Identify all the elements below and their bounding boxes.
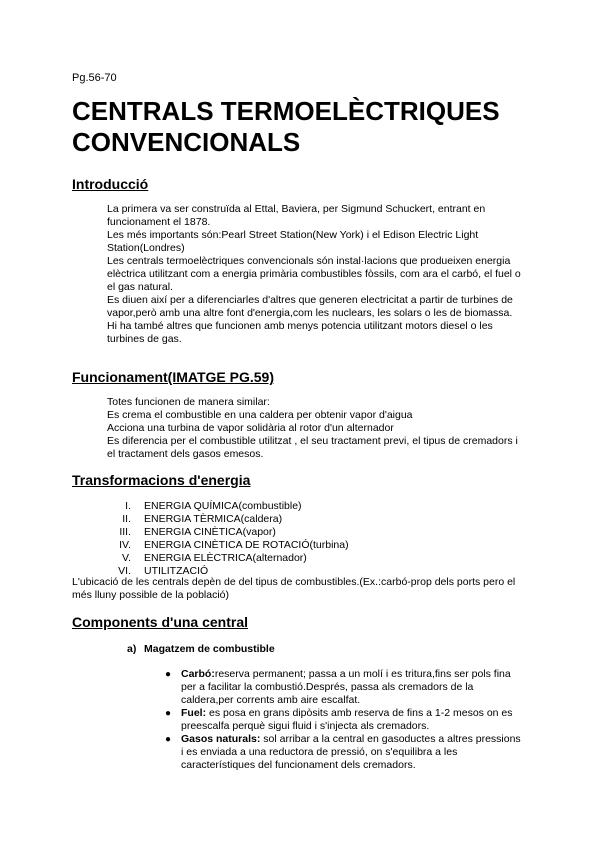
intro-paragraph: Les centrals termoelèctriques convencionals són instal·lacions que produeixen energia elèctrica utilitzant com a energia primària combustibles fòssils, com ara el carbó, el fuel o el gas natural.: [107, 255, 521, 293]
intro-paragraphs: [107, 203, 527, 346]
intro-paragraph: Les més importants són:Pearl Street Station(New York) i el Edison Electric Light Station(Londres): [107, 229, 479, 254]
section-heading-transformacions: Transformacions d'energia: [72, 472, 251, 488]
bullet-icon: ●: [165, 734, 172, 745]
list-item: ● Gasos naturals: sol arribar a la central en gasoductes a altres pressions i es enviada a una reductora de pressió, on s'equilibra a les característiques del funcionament dels cremadors.: [165, 733, 521, 771]
intro-paragraph: Es diuen així per a diferenciarles d'altres que generen electricitat a partir de turbines de vapor,però amb una altre font d'energia,com les nuclears, les solars o les de biomassa.: [107, 294, 513, 319]
list-item: I. ENERGIA QUÍMICA(combustible): [125, 500, 302, 512]
section-heading-introduccio: Introducció: [72, 176, 149, 192]
list-item: V. ENERGIA ELÈCTRICA(alternador): [122, 552, 307, 564]
subsection-heading: a) Magatzem de combustible: [127, 643, 275, 655]
list-item: III. ENERGIA CINÈTICA(vapor): [119, 526, 276, 538]
section-heading-funcionament: Funcionament(IMATGE PG.59): [72, 369, 274, 385]
list-item: ● Carbó:reserva permanent; passa a un molí i es tritura,fins ser pols fina per a facilitar la combustió.Després, passa als cremadors de la caldera,per corrents amb aire escalfat.: [165, 668, 511, 706]
fuel-storage-list: [165, 668, 525, 772]
funcionament-paragraphs: [107, 396, 527, 461]
funcionament-paragraph: Es crema el combustible en una caldera per obtenir vapor d'aigua: [107, 409, 413, 421]
list-item: IV. ENERGIA CINÈTICA DE ROTACIÓ(turbina): [119, 539, 349, 551]
location-note: L'ubicació de les centrals depèn de del tipus de combustibles.(Ex.:carbó-prop dels ports pero el més lluny possible de la població): [72, 576, 516, 601]
intro-paragraph: Hi ha també altres que funcionen amb menys potencia utilitzant motors diesel o les turbines de gas.: [107, 320, 493, 345]
document-title: CENTRALS TERMOELÈCTRIQUES CONVENCIONALS: [72, 96, 500, 157]
list-item: II. ENERGIA TÈRMICA(caldera): [122, 513, 283, 525]
list-item: VI. UTILITZACIÓ: [118, 565, 209, 577]
section-heading-components: Components d'una central: [72, 614, 249, 630]
intro-paragraph: La primera va ser construïda al Ettal, Baviera, per Sigmund Schuckert, entrant en funcionament el 1878.: [107, 203, 486, 228]
bullet-icon: ●: [165, 669, 172, 680]
list-item: ● Fuel: es posa en grans dipòsits amb reserva de fins a 1-2 mesos on es preescalfa perquè sigui fluid i s'injecta als cremadors.: [165, 707, 513, 732]
funcionament-paragraph: Es diferencia per el combustible utilitzat , el seu tractament previ, el tipus de cremadors i el tractament dels gasos emesos.: [107, 435, 518, 460]
energy-transformation-list: [108, 500, 349, 578]
funcionament-paragraph: Acciona una turbina de vapor solidària al rotor d'un alternador: [107, 422, 394, 434]
funcionament-paragraph: Totes funcionen de manera similar:: [107, 396, 270, 408]
bullet-icon: ●: [165, 708, 172, 719]
page-reference: Pg.56-70: [72, 72, 117, 84]
